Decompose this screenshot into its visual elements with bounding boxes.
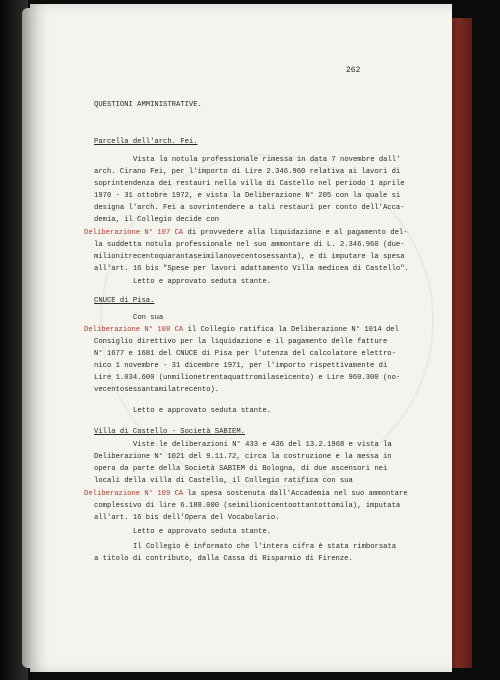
body-line: Lire 1.034.600 (unmilionetrentaquattromilaseicento) e Lire 960.300 (no- [94, 374, 401, 382]
body-line: 1970 - 31 ottobre 1972, e vista la Deliberazione N° 205 con la quale si [94, 192, 401, 200]
body-line: Il Collegio è informato che l'intera cifra è stata rimborsata [133, 543, 397, 551]
deliberation-label: Deliberazione N° 107 CA [84, 229, 184, 237]
body-line: a titolo di contributo, dalla Cassa di Risparmio di Firenze. [94, 555, 353, 563]
body-line: Viste le deliberazioni N° 433 e 436 del 13.2.1968 e vista la [133, 441, 392, 449]
deliberation-text: la spesa sostenuta dall'Accademia nel suo ammontare [183, 490, 408, 498]
deliberation-label: Deliberazione N° 109 CA [84, 490, 184, 498]
body-line: arch. Cirano Fei, per l'importo di Lire 2.346.960 relativa ai lavori di [94, 168, 401, 176]
page-heading: QUESTIONI AMMINISTRATIVE. [94, 101, 202, 109]
body-line: milionitrecentoquarantaseimilanovecentosessanta), e di imputare la spesa [94, 253, 405, 261]
approval-line: Letto e approvato seduta stante. [133, 407, 272, 415]
body-line: N° 1677 e 1681 del CNUCE di Pisa per l'utenza del calcolatore elettro- [94, 350, 396, 358]
body-line: la suddetta notula professionale nel suo ammontare di L. 2.346.960 (due- [94, 241, 405, 249]
section-title: CNUCE di Pisa. [94, 297, 155, 305]
deliberation-label: Deliberazione N° 108 CA [84, 326, 184, 334]
body-line: soprintendenza dei restauri nella villa di Castello nel periodo 1 aprile [94, 180, 405, 188]
document-page [30, 4, 452, 672]
body-line: Vista la notula professionale rimessa in data 7 novembre dall' [133, 156, 401, 164]
page-number: 262 [346, 66, 361, 75]
deliberation-line [84, 229, 408, 238]
body-line: opera da parte della Società SABIEM di Bologna, di due ascensori nei [94, 465, 388, 473]
deliberation-line [84, 326, 399, 335]
approval-line: Letto e approvato seduta stante. [133, 278, 272, 286]
body-line: nico 1 novembre - 31 dicembre 1971, per l'importo rispettivamente di [94, 362, 388, 370]
deliberation-text: il Collegio ratifica la Deliberazione N° 1014 del [183, 326, 399, 334]
body-line: designa l'arch. Fei a sovrintendere a tali restauri per conto dell'Acca- [94, 204, 405, 212]
body-line: Deliberazione N° 1021 del 9.11.72, circa la costruzione e la messa in [94, 453, 392, 461]
section-title: Villa di Castello - Società SABIEM. [94, 428, 245, 436]
deliberation-text: di provvedere alla liquidazione e al pagamento del- [183, 229, 408, 237]
body-line: Consiglio direttivo per la liquidazione e il pagamento delle fatture [94, 338, 388, 346]
approval-line: Letto e approvato seduta stante. [133, 528, 272, 536]
section-title: Parcella dell'arch. Fei. [94, 138, 198, 146]
body-line: all'art. 16 bis "Spese per lavori adattamento Villa medicea di Castello". [94, 265, 409, 273]
body-line: vecentosessantamilatrecento). [94, 386, 220, 394]
body-line: complessivo di lire 6.188.000 (seimilionicentoottantottomila), imputata [94, 502, 401, 510]
body-line: locali della villa di Castello, il Collegio ratifica con sua [94, 477, 353, 485]
body-line: demia, il Collegio decide con [94, 216, 220, 224]
body-line: Con sua [133, 314, 164, 322]
deliberation-line [84, 490, 408, 499]
body-line: all'art. 16 bis dell'Opera del Vocabolario. [94, 514, 280, 522]
